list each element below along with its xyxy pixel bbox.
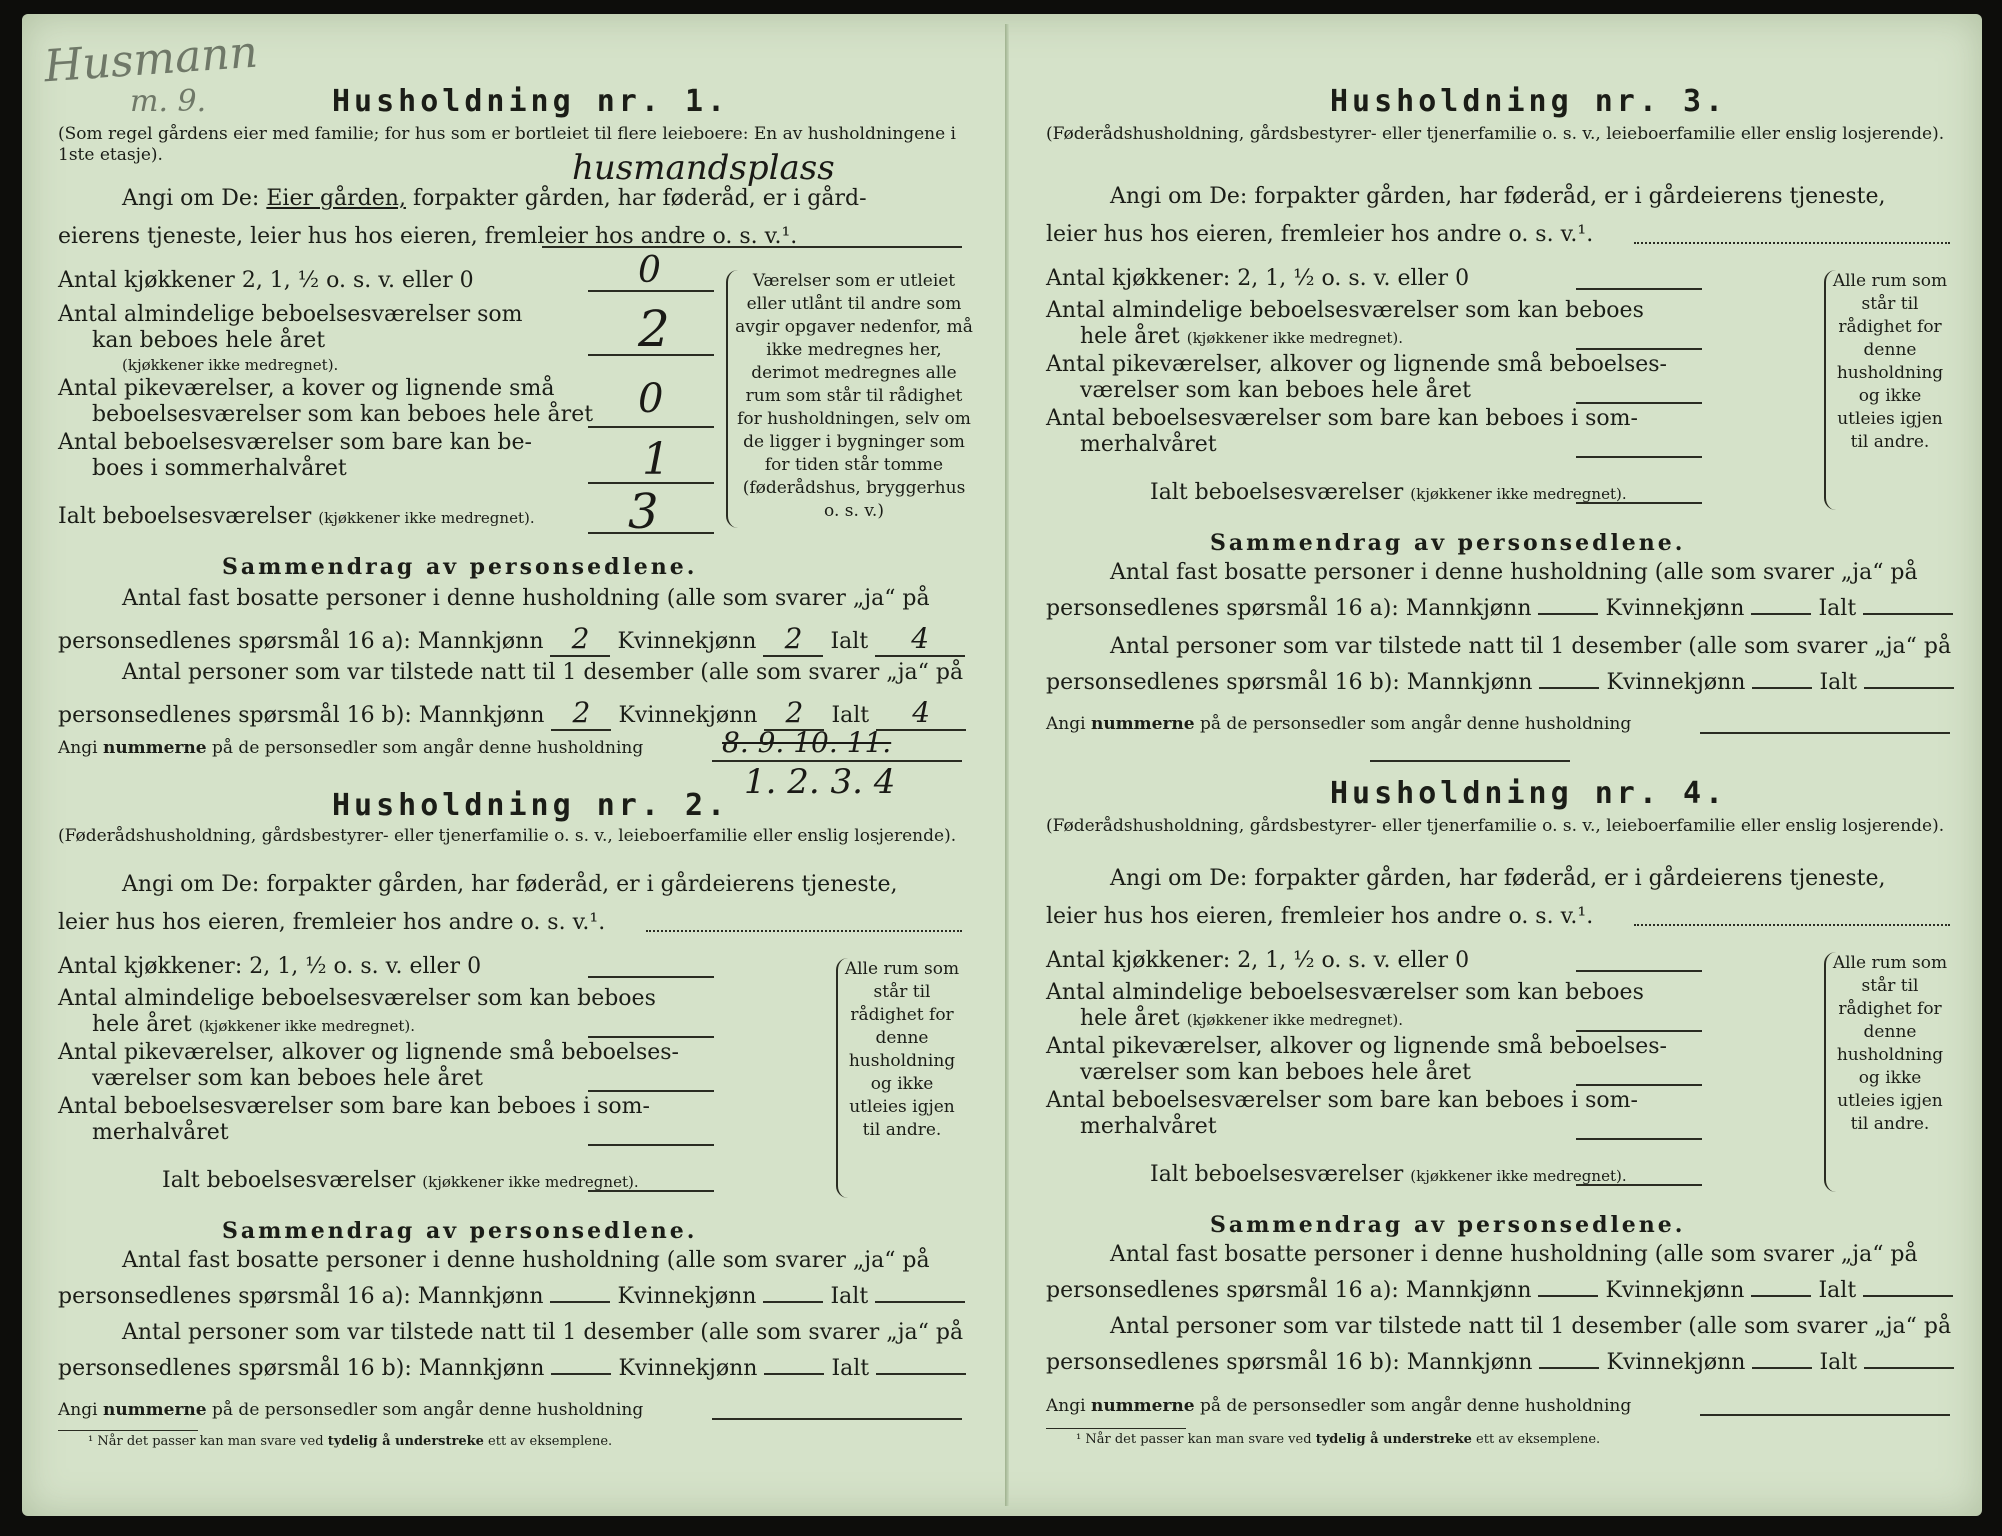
h1-angi-line2: eierens tjeneste, leier hus hos eieren, fremleier hos andre o. s. v.¹. <box>58 224 798 249</box>
page-fold <box>1005 24 1009 1506</box>
h3-side-note: Alle rum som står til rådighet for denne husholdning og ikke utleies igjen til andre. <box>1832 271 1948 452</box>
h4-row-rooms-c: (kjøkkener ikke medregnet). <box>1186 1011 1404 1029</box>
h2-title: Husholdning nr. 2. <box>332 788 730 823</box>
left-page <box>22 14 982 1514</box>
h1-ialt-value[interactable]: 3 <box>628 484 659 540</box>
h1-nummer-prefix: Angi <box>58 738 98 758</box>
h3-row-summer-b: merhalvåret <box>1080 432 1217 457</box>
h4-row-kitchens: Antal kjøkkener: 2, 1, ½ o. s. v. eller 0 <box>1046 948 1470 973</box>
h1-angi-rest: forpakter gården, har føderåd, er i gård- <box>412 186 867 211</box>
h1-natt-total-value[interactable]: 4 <box>876 696 966 731</box>
h3-natt-2 <box>1046 670 1954 695</box>
h2-ialt-line <box>588 1190 714 1192</box>
h2-fast-2 <box>58 1284 965 1309</box>
left-footnote <box>88 1434 612 1449</box>
h1-ialt-row <box>58 504 535 529</box>
h2-nummer-rest: på de personsedler som angår denne husholdning <box>212 1400 644 1420</box>
h2-fast-1: Antal fast bosatte personer i denne husholdning (alle som svarer „ja“ på <box>122 1248 930 1273</box>
h2-summer-line <box>588 1144 714 1146</box>
h3-kitchens-line <box>1576 288 1702 290</box>
h2-natt-female-label: Kvinnekjønn <box>618 1356 758 1381</box>
h3-fast-female-field[interactable] <box>1751 613 1811 615</box>
h4-natt-2 <box>1046 1350 1954 1375</box>
h4-row-rooms-b <box>1080 1006 1403 1031</box>
h1-row-rooms-a: Antal almindelige beboelsesværelser som <box>58 302 523 327</box>
right-footnote-bold: tydelig å understreke <box>1315 1432 1472 1447</box>
left-footnote-bold: tydelig å understreke <box>327 1434 484 1449</box>
h2-row-maid-b: værelser som kan beboes hele året <box>92 1066 483 1091</box>
h3-ialt-label: Ialt beboelsesværelser <box>1150 480 1404 505</box>
h3-row-maid-a: Antal pikeværelser, alkover og lignende små beboelses- <box>1046 352 1667 377</box>
h1-summer-value[interactable]: 1 <box>642 434 670 485</box>
h2-natt-male-label: personsedlenes spørsmål 16 b): Mannkjønn <box>58 1356 545 1381</box>
h1-nummer-rest: på de personsedler som angår denne husholdning <box>212 738 644 758</box>
h3-row-maid-b: værelser som kan beboes hele året <box>1080 378 1471 403</box>
h3-nummer-row <box>1046 714 1631 734</box>
h3-row-rooms-c: (kjøkkener ikke medregnet). <box>1186 329 1404 347</box>
left-footnote-pre: Når det passer kan man svare ved <box>97 1434 324 1449</box>
h3-row-rooms-a: Antal almindelige beboelsesværelser som kan beboes <box>1046 298 1644 323</box>
h1-title: Husholdning nr. 1. <box>332 84 730 119</box>
h3-natt-total-field[interactable] <box>1864 687 1954 689</box>
h3-row-rooms-b <box>1080 324 1403 349</box>
h2-natt-total-field[interactable] <box>876 1373 966 1375</box>
h4-title: Husholdning nr. 4. <box>1330 776 1728 811</box>
h4-nummer-line <box>1700 1414 1950 1416</box>
left-footnote-mark: ¹ <box>88 1434 94 1449</box>
h2-side-note: Alle rum som står til rådighet for denne husholdning og ikke utleies igjen til andre. <box>844 959 960 1140</box>
h2-row-maid-a: Antal pikeværelser, alkover og lignende små beboelses- <box>58 1040 679 1065</box>
h4-angi-2: leier hus hos eieren, fremleier hos andre o. s. v.¹. <box>1046 904 1594 929</box>
left-footnote-post: ett av eksemplene. <box>488 1434 613 1449</box>
h4-row-maid-a: Antal pikeværelser, alkover og lignende små beboelses- <box>1046 1034 1667 1059</box>
right-footnote-rule <box>1046 1428 1186 1429</box>
h4-fast-male-label: personsedlenes spørsmål 16 a): Mannkjønn <box>1046 1278 1532 1303</box>
h3-natt-male-field[interactable] <box>1539 687 1599 689</box>
h4-angi-1: Angi om De: forpakter gården, har føderåd, er i gårdeierens tjeneste, <box>1110 866 1886 891</box>
h2-row-summer-a: Antal beboelsesværelser som bare kan beboes i som- <box>58 1094 650 1119</box>
h2-rooms-line <box>588 1036 714 1038</box>
h1-nummer-bold: nummerne <box>102 738 207 758</box>
h3-fast-total-label: Ialt <box>1818 596 1857 621</box>
h4-row-rooms-b-label: hele året <box>1080 1006 1180 1031</box>
h1-nummer-value-2[interactable]: 1. 2. 3. 4 <box>744 762 896 802</box>
h4-row-rooms-a: Antal almindelige beboelsesværelser som kan beboes <box>1046 980 1644 1005</box>
h4-natt-male-field[interactable] <box>1539 1367 1599 1369</box>
h3-subtitle: (Føderådshusholdning, gårdsbestyrer- eller tjenerfamilie o. s. v., leieboerfamilie eller enslig losjerende). <box>1046 124 1945 144</box>
h3-separator <box>1370 760 1570 762</box>
h1-fast-female-value[interactable]: 2 <box>763 622 823 657</box>
h1-maid-value[interactable]: 0 <box>638 376 664 422</box>
h4-rooms-line <box>1576 1030 1702 1032</box>
h3-natt-female-label: Kvinnekjønn <box>1606 670 1746 695</box>
h2-fast-female-field[interactable] <box>763 1301 823 1303</box>
h3-row-summer-a: Antal beboelsesværelser som bare kan beboes i som- <box>1046 406 1638 431</box>
h1-natt-female-value[interactable]: 2 <box>764 696 824 731</box>
h4-ialt-note: (kjøkkener ikke medregnet). <box>1410 1167 1627 1185</box>
h4-fast-2 <box>1046 1278 1953 1303</box>
left-footnote-rule <box>58 1430 198 1431</box>
h2-natt-1: Antal personer som var tilstede natt til 1 desember (alle som svarer „ja“ på <box>122 1320 964 1345</box>
h1-row-summer-a: Antal beboelsesværelser som bare kan be- <box>58 430 532 455</box>
right-footnote <box>1076 1432 1600 1447</box>
h1-row-maid-b: beboelsesværelser som kan beboes hele året <box>92 402 594 427</box>
h1-natt-female-label: Kvinnekjønn <box>618 703 758 728</box>
h4-nummer-row <box>1046 1396 1631 1416</box>
h4-row-summer-a: Antal beboelsesværelser som bare kan beboes i som- <box>1046 1088 1638 1113</box>
h3-nummer-bold: nummerne <box>1090 714 1195 734</box>
h2-natt-2 <box>58 1356 966 1381</box>
h3-ialt-note: (kjøkkener ikke medregnet). <box>1410 485 1627 503</box>
right-footnote-post: ett av eksemplene. <box>1476 1432 1601 1447</box>
h4-natt-total-field[interactable] <box>1864 1367 1954 1369</box>
h2-row-summer-b: merhalvåret <box>92 1120 229 1145</box>
h1-kitchens-value[interactable]: 0 <box>638 250 661 291</box>
h4-nummer-prefix: Angi <box>1046 1396 1086 1416</box>
h4-kitchens-line <box>1576 970 1702 972</box>
h4-natt-male-label: personsedlenes spørsmål 16 b): Mannkjønn <box>1046 1350 1533 1375</box>
h3-natt-female-field[interactable] <box>1752 687 1812 689</box>
h2-fast-female-label: Kvinnekjønn <box>617 1284 757 1309</box>
h1-row-rooms-b: kan beboes hele året <box>92 328 326 353</box>
h2-ialt-label: Ialt beboelsesværelser <box>162 1168 416 1193</box>
h3-nummer-line <box>1700 732 1950 734</box>
h3-row-rooms-b-label: hele året <box>1080 324 1180 349</box>
h1-ialt-line <box>588 532 714 534</box>
h4-row-summer-b: merhalvåret <box>1080 1114 1217 1139</box>
h4-ialt-label: Ialt beboelsesværelser <box>1150 1162 1404 1187</box>
h1-summary-title: Sammendrag av personsedlene. <box>222 554 698 580</box>
h2-fast-total-label: Ialt <box>830 1284 869 1309</box>
right-footnote-pre: Når det passer kan man svare ved <box>1085 1432 1312 1447</box>
h2-kitchens-line <box>588 976 714 978</box>
h1-fast-male-label: personsedlenes spørsmål 16 a): Mannkjønn <box>58 629 544 654</box>
h1-ialt-note: (kjøkkener ikke medregnet). <box>318 509 535 527</box>
h2-angi-line <box>646 930 962 932</box>
h3-angi-2: leier hus hos eieren, fremleier hos andre o. s. v.¹. <box>1046 222 1594 247</box>
h1-angi-answer: husmandsplass <box>572 148 835 188</box>
h1-fast-total-value[interactable]: 4 <box>875 622 965 657</box>
h4-fast-female-field[interactable] <box>1751 1295 1811 1297</box>
h1-rooms-value[interactable]: 2 <box>638 300 670 358</box>
h1-fast-total-label: Ialt <box>830 629 869 654</box>
h2-nummer-line <box>712 1418 962 1420</box>
h4-ialt-row <box>1150 1162 1627 1187</box>
h2-nummer-bold: nummerne <box>102 1400 207 1420</box>
h1-fast-1: Antal fast bosatte personer i denne husholdning (alle som svarer „ja“ på <box>122 586 930 611</box>
h2-nummer-prefix: Angi <box>58 1400 98 1420</box>
h4-summer-line <box>1576 1138 1702 1140</box>
h2-row-rooms-b <box>92 1012 415 1037</box>
h1-angi-prefix: Angi om De: <box>122 186 260 211</box>
h2-ialt-note: (kjøkkener ikke medregnet). <box>422 1173 639 1191</box>
right-page <box>1010 14 1970 1514</box>
h4-natt-total-label: Ialt <box>1819 1350 1858 1375</box>
h1-fast-male-value[interactable]: 2 <box>550 622 610 657</box>
h3-fast-2 <box>1046 596 1953 621</box>
h1-fast-2 <box>58 622 965 657</box>
h1-row-maid-a: Antal pikeværelser, a kover og lignende små <box>58 376 555 401</box>
h3-rooms-line <box>1576 348 1702 350</box>
h2-row-rooms-b-label: hele året <box>92 1012 192 1037</box>
h2-angi-1: Angi om De: forpakter gården, har føderåd, er i gårdeierens tjeneste, <box>122 872 898 897</box>
h3-maid-line <box>1576 402 1702 404</box>
h2-row-kitchens: Antal kjøkkener: 2, 1, ½ o. s. v. eller 0 <box>58 954 482 979</box>
h1-ialt-label: Ialt beboelsesværelser <box>58 504 312 529</box>
h2-row-rooms-c: (kjøkkener ikke medregnet). <box>198 1017 416 1035</box>
h1-side-note: Værelser som er utleiet eller utlånt til andre som avgir opgaver nedenfor, må ikke medregnes her, derimot medregnes alle rum som står til rådighet for husholdningen, selv om de ligger i bygninger som for tiden står tomme (føderådshus, bryggerhus o. s. v.) <box>735 271 973 521</box>
h1-natt-1: Antal personer som var tilstede natt til 1 desember (alle som svarer „ja“ på <box>122 660 964 685</box>
h4-fast-male-field[interactable] <box>1538 1295 1598 1297</box>
h4-natt-female-field[interactable] <box>1752 1367 1812 1369</box>
h4-ialt-line <box>1576 1184 1702 1186</box>
h1-maid-line <box>588 426 714 428</box>
h1-subtitle: (Som regel gårdens eier med familie; for hus som er bortleiet til flere leieboere: En av husholdningene i 1ste etasje). <box>58 124 956 165</box>
h3-ialt-line <box>1576 502 1702 504</box>
h4-fast-total-field[interactable] <box>1863 1295 1953 1297</box>
h3-ialt-row <box>1150 480 1627 505</box>
h2-subtitle: (Føderådshusholdning, gårdsbestyrer- eller tjenerfamilie o. s. v., leieboerfamilie eller enslig losjerende). <box>58 826 957 846</box>
h3-fast-total-field[interactable] <box>1863 613 1953 615</box>
h1-angi-line1 <box>122 186 867 211</box>
h3-angi-1: Angi om De: forpakter gården, har føderåd, er i gårdeierens tjeneste, <box>1110 184 1886 209</box>
h1-nummer-value[interactable]: 8. 9. 10. 11. <box>722 726 892 759</box>
h2-nummer-row <box>58 1400 643 1420</box>
corner-note-number: m. 9. <box>130 84 207 119</box>
h3-natt-male-label: personsedlenes spørsmål 16 b): Mannkjønn <box>1046 670 1533 695</box>
h3-fast-male-field[interactable] <box>1538 613 1598 615</box>
h3-angi-line <box>1634 242 1950 244</box>
h4-angi-line <box>1634 924 1950 926</box>
h2-fast-male-field[interactable] <box>550 1301 610 1303</box>
h4-fast-1: Antal fast bosatte personer i denne husholdning (alle som svarer „ja“ på <box>1110 1242 1918 1267</box>
corner-note-husmann: Husmann <box>42 26 260 93</box>
h2-row-rooms-a: Antal almindelige beboelsesværelser som kan beboes <box>58 986 656 1011</box>
h4-maid-line <box>1576 1084 1702 1086</box>
h2-maid-line <box>588 1090 714 1092</box>
h3-nummer-prefix: Angi <box>1046 714 1086 734</box>
h1-row-summer-b: boes i sommerhalvåret <box>92 456 347 481</box>
census-form-sheet <box>22 14 1982 1516</box>
h3-fast-female-label: Kvinnekjønn <box>1605 596 1745 621</box>
h2-natt-female-field[interactable] <box>764 1373 824 1375</box>
h4-row-maid-b: værelser som kan beboes hele året <box>1080 1060 1471 1085</box>
h1-natt-male-value[interactable]: 2 <box>551 696 611 731</box>
h2-angi-2: leier hus hos eieren, fremleier hos andre o. s. v.¹. <box>58 910 606 935</box>
h3-fast-1: Antal fast bosatte personer i denne husholdning (alle som svarer „ja“ på <box>1110 560 1918 585</box>
h1-row-kitchens: Antal kjøkkener 2, 1, ½ o. s. v. eller 0 <box>58 268 474 293</box>
h3-natt-1: Antal personer som var tilstede natt til 1 desember (alle som svarer „ja“ på <box>1110 634 1952 659</box>
h4-summary-title: Sammendrag av personsedlene. <box>1210 1212 1686 1238</box>
h3-summer-line <box>1576 456 1702 458</box>
h1-natt-total-label: Ialt <box>831 703 870 728</box>
h1-row-rooms-c: (kjøkkener ikke medregnet). <box>122 356 339 374</box>
h2-ialt-row <box>162 1168 639 1193</box>
h3-summary-title: Sammendrag av personsedlene. <box>1210 530 1686 556</box>
h1-angi-owner-option[interactable]: Eier gården, <box>266 186 406 211</box>
h4-nummer-rest: på de personsedler som angår denne husholdning <box>1200 1396 1632 1416</box>
h4-side-note: Alle rum som står til rådighet for denne husholdning og ikke utleies igjen til andre. <box>1832 953 1948 1134</box>
h3-title: Husholdning nr. 3. <box>1330 84 1728 119</box>
h4-natt-female-label: Kvinnekjønn <box>1606 1350 1746 1375</box>
h3-row-kitchens: Antal kjøkkener: 2, 1, ½ o. s. v. eller 0 <box>1046 266 1470 291</box>
h3-nummer-rest: på de personsedler som angår denne husholdning <box>1200 714 1632 734</box>
h3-natt-total-label: Ialt <box>1819 670 1858 695</box>
h2-natt-male-field[interactable] <box>551 1373 611 1375</box>
h3-fast-male-label: personsedlenes spørsmål 16 a): Mannkjønn <box>1046 596 1532 621</box>
h2-fast-male-label: personsedlenes spørsmål 16 a): Mannkjønn <box>58 1284 544 1309</box>
h2-natt-total-label: Ialt <box>831 1356 870 1381</box>
h1-nummer-row <box>58 738 643 758</box>
h1-fast-female-label: Kvinnekjønn <box>617 629 757 654</box>
h2-summary-title: Sammendrag av personsedlene. <box>222 1218 698 1244</box>
h1-angi-line <box>542 246 962 248</box>
h1-rooms-line <box>588 354 714 356</box>
h4-fast-female-label: Kvinnekjønn <box>1605 1278 1745 1303</box>
h4-natt-1: Antal personer som var tilstede natt til 1 desember (alle som svarer „ja“ på <box>1110 1314 1952 1339</box>
right-footnote-mark: ¹ <box>1076 1432 1082 1447</box>
h2-fast-total-field[interactable] <box>875 1301 965 1303</box>
h4-fast-total-label: Ialt <box>1818 1278 1857 1303</box>
h4-subtitle: (Føderådshusholdning, gårdsbestyrer- eller tjenerfamilie o. s. v., leieboerfamilie eller enslig losjerende). <box>1046 816 1945 836</box>
h4-nummer-bold: nummerne <box>1090 1396 1195 1416</box>
h1-natt-male-label: personsedlenes spørsmål 16 b): Mannkjønn <box>58 703 545 728</box>
